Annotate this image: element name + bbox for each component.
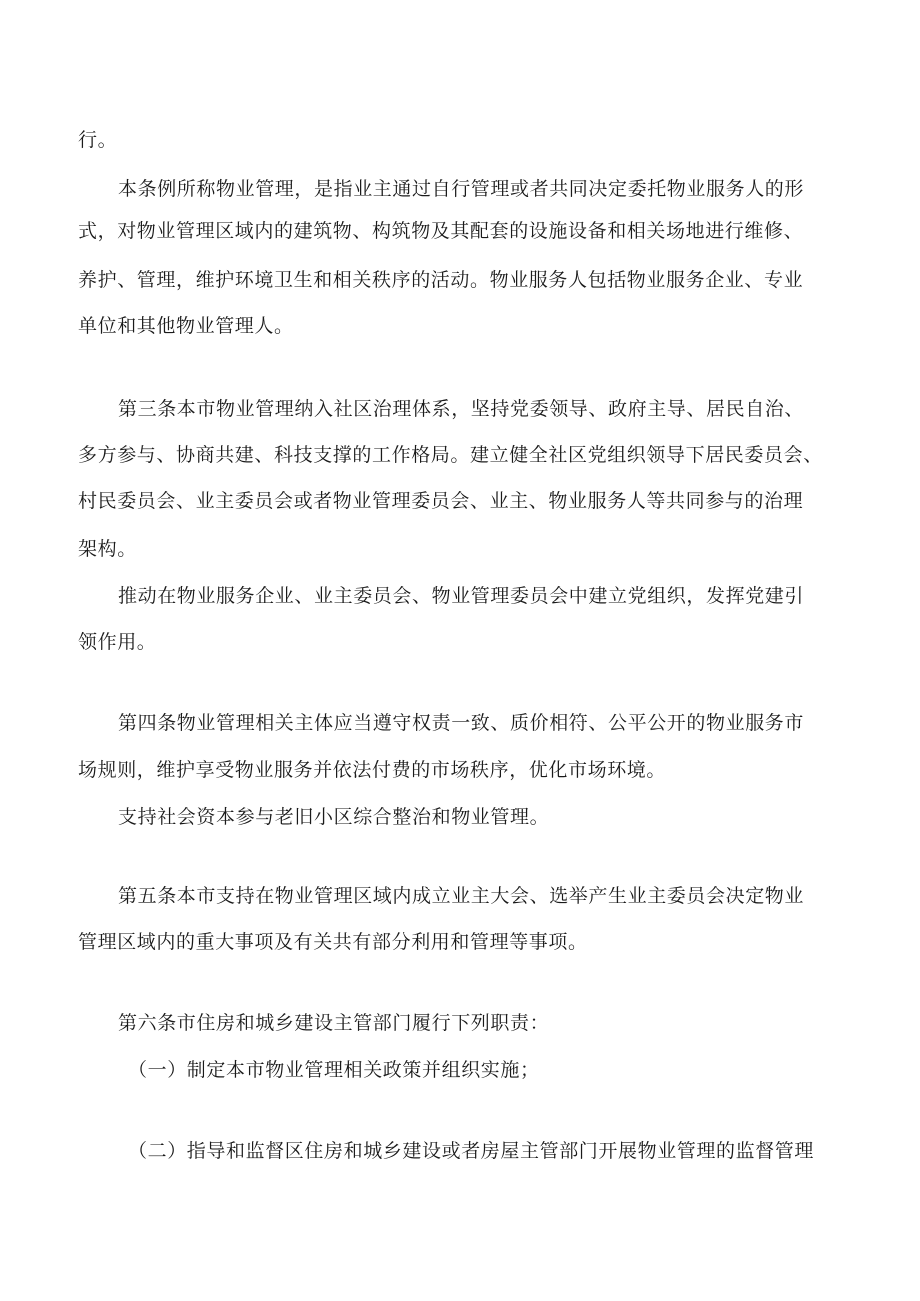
text-line-5: 单位和其他物业管理人。 [78, 315, 294, 337]
text-line-17: 第六条市住房和城乡建设主管部门履行下列职责： [118, 1012, 550, 1034]
text-line-2: 本条例所称物业管理，是指业主通过自行管理或者共同决定委托物业服务人的形 [118, 178, 805, 200]
text-line-8: 村民委员会、业主委员会或者物业管理委员会、业主、物业服务人等共同参与的治理 [78, 490, 804, 512]
text-line-7: 多方参与、协商共建、科技支撑的工作格局。建立健全社区党组织领导下居民委员会、 [78, 444, 823, 466]
text-line-16: 管理区域内的重大事项及有关共有部分利用和管理等事项。 [78, 931, 588, 953]
text-line-14: 支持社会资本参与老旧小区综合整治和物业管理。 [118, 806, 550, 828]
text-line-13: 场规则，维护享受物业服务并依法付费的市场秩序，优化市场环境。 [78, 759, 667, 781]
text-line-18: （一）制定本市物业管理相关政策并组织实施； [128, 1059, 540, 1081]
text-line-11: 领作用。 [78, 631, 157, 653]
text-line-4: 养护、管理，维护环境卫生和相关秩序的活动。物业服务人包括物业服务企业、专业 [78, 269, 804, 291]
text-line-3: 式，对物业管理区域内的建筑物、构筑物及其配套的设施设备和相关场地进行维修、 [78, 220, 804, 242]
text-line-10: 推动在物业服务企业、业主委员会、物业管理委员会中建立党组织，发挥党建引 [118, 585, 805, 607]
text-line-19: （二）指导和监督区住房和城乡建设或者房屋主管部门开展物业管理的监督管理 [128, 1140, 815, 1162]
text-line-15: 第五条本市支持在物业管理区域内成立业主大会、选举产生业主委员会决定物业 [118, 885, 805, 907]
text-line-1: 行。 [78, 129, 118, 151]
text-line-12: 第四条物业管理相关主体应当遵守权责一致、质价相符、公平公开的物业服务市 [118, 712, 805, 734]
text-line-9: 架构。 [78, 538, 137, 560]
text-line-6: 第三条本市物业管理纳入社区治理体系，坚持党委领导、政府主导、居民自治、 [118, 398, 805, 420]
